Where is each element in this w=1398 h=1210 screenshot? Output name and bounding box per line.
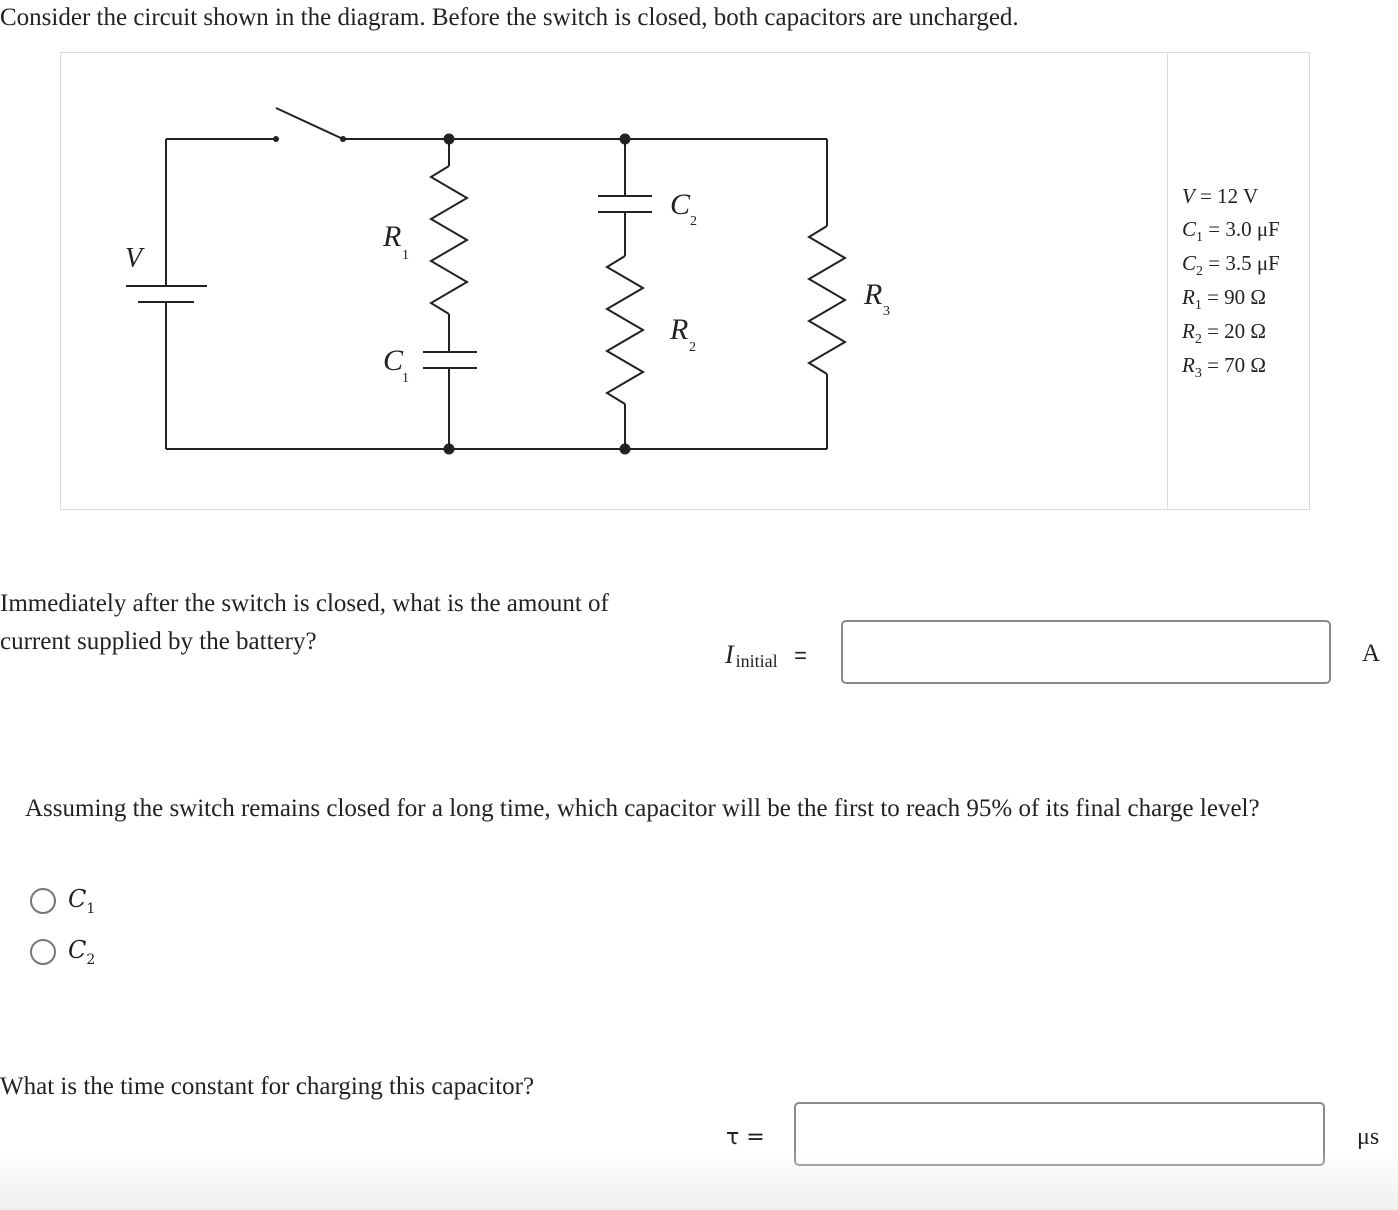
- radio-circle[interactable]: [30, 888, 56, 914]
- q3-unit: μs: [1357, 1124, 1380, 1150]
- q2-option-label: $C_1$: [68, 885, 96, 917]
- label-r3-sub: 3: [883, 304, 890, 319]
- label-r2-sub: 2: [689, 340, 696, 355]
- radio-circle[interactable]: [30, 939, 56, 965]
- switch-blade: [276, 108, 343, 139]
- label-c1-sub: 1: [402, 371, 409, 386]
- label-r1-sub: 1: [402, 248, 409, 263]
- junction-dot: [620, 444, 631, 455]
- label-r2: R: [670, 313, 689, 346]
- intro-text: Consider the circuit shown in the diagram. Before the switch is closed, both capacitors are uncharged.: [0, 4, 1019, 31]
- label-r3: R: [864, 278, 883, 311]
- label-c2-sub: 2: [690, 214, 697, 229]
- resistor-r2: [607, 256, 643, 404]
- switch-contact-right: [340, 136, 346, 142]
- junction-dot: [444, 444, 455, 455]
- resistor-r3: [809, 226, 845, 374]
- param-r3: $R_3 = 70$ Ω: [1182, 353, 1267, 382]
- q3-answer-input[interactable]: [794, 1102, 1325, 1166]
- label-v: V: [125, 243, 143, 274]
- label-c1: C: [383, 344, 404, 377]
- q1-answer-input[interactable]: [841, 620, 1331, 684]
- junction-dot: [620, 134, 631, 145]
- q2-text: Assuming the switch remains closed for a long time, which capacitor will be the first to reach 95% of its final charge level?: [25, 795, 1260, 822]
- param-v: V = 12 V: [1182, 184, 1259, 208]
- param-c1: $C_1 = 3.0$ μF: [1182, 217, 1280, 246]
- label-r1: R: [383, 220, 402, 253]
- switch-contact-left: [273, 136, 279, 142]
- q3-variable: τ =: [726, 1125, 765, 1150]
- label-c2: C: [670, 188, 691, 221]
- q2-option-c2[interactable]: [30, 936, 95, 968]
- param-r1: $R_1 = 90$ Ω: [1182, 285, 1267, 314]
- q1-unit: A: [1362, 640, 1381, 667]
- q3-text: What is the time constant for charging this capacitor?: [0, 1073, 535, 1100]
- q2-option-c1[interactable]: [30, 885, 95, 917]
- q1-variable: I initial =: [725, 640, 808, 671]
- param-r2: $R_2 = 20$ Ω: [1182, 319, 1267, 348]
- resistor-r1: [431, 166, 467, 314]
- q1-text: Immediately after the switch is closed, what is the amount of current supplied by the battery?: [0, 590, 609, 655]
- q2-option-label: $C_2$: [68, 936, 96, 968]
- param-c2: $C_2 = 3.5$ μF: [1182, 251, 1280, 280]
- junction-dot: [444, 134, 455, 145]
